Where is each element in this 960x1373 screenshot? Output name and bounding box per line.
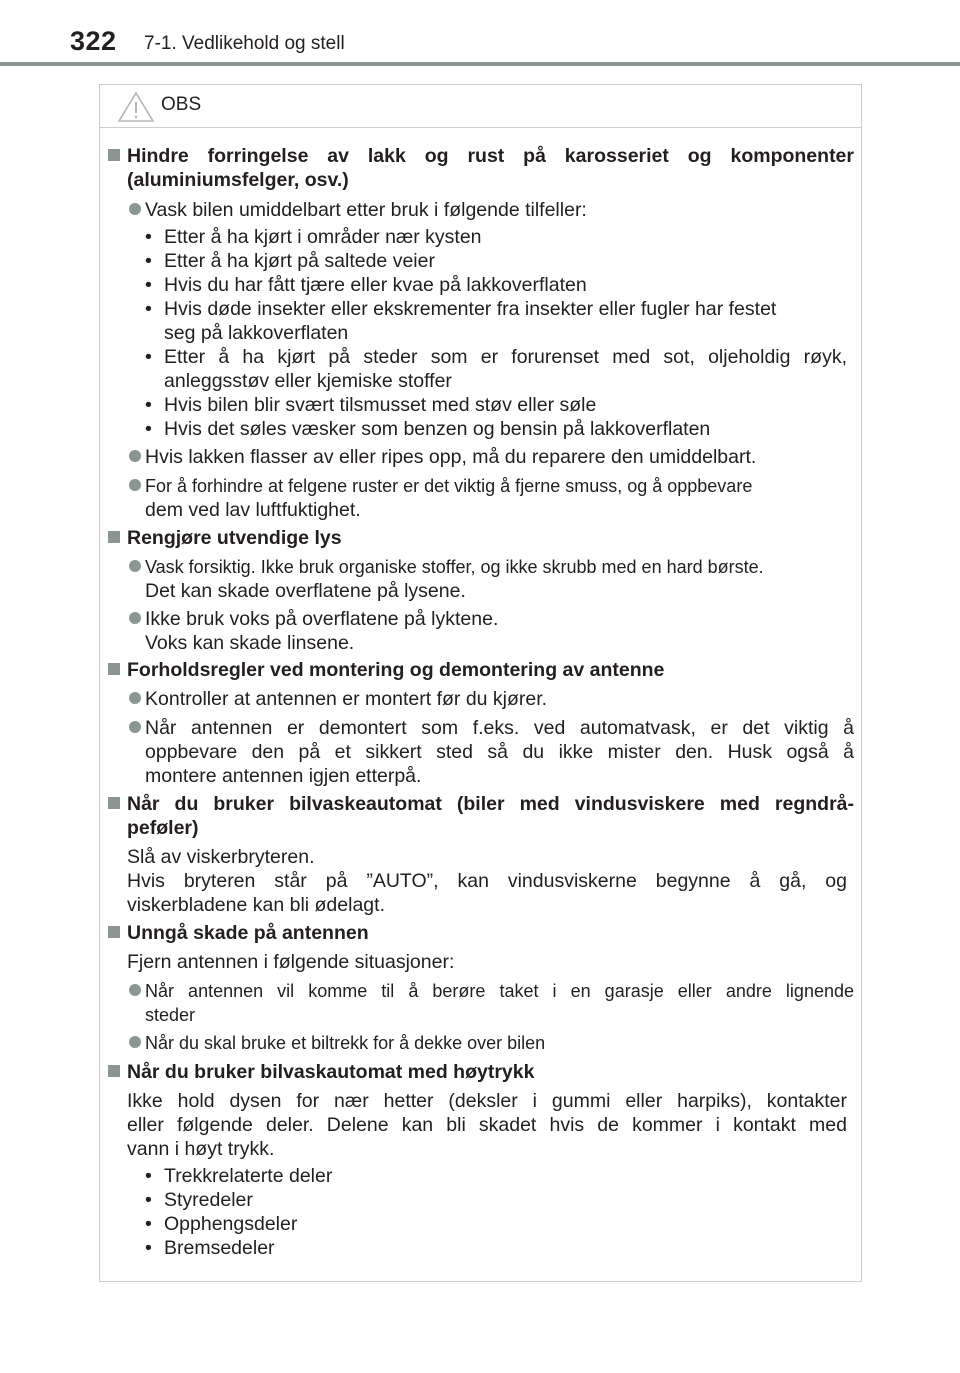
header-rule [0, 62, 960, 66]
paragraph-text: Ikke bruk voks på overflatene på lyktene. [145, 608, 499, 630]
page-header [0, 0, 960, 70]
section-title-rust-cont: (aluminiumsfelger, osv.) [127, 169, 349, 191]
caution-label: OBS [161, 94, 202, 115]
paragraph-marker [129, 984, 141, 996]
section-title-antenna: Forholdsregler ved montering og demontering av antenne [127, 659, 665, 681]
paragraph-marker [129, 721, 141, 733]
paragraph-marker [129, 1036, 141, 1048]
list-item: Hvis døde insekter eller ekskrementer fra insekter eller fugler har festet [164, 298, 777, 320]
list-item: Etter å ha kjørt i områder nær kysten [164, 226, 482, 248]
section-title-antenna-damage: Unngå skade på antennen [127, 922, 369, 944]
section-marker [108, 531, 120, 543]
bullet: • [145, 1165, 152, 1187]
bullet: • [145, 394, 152, 416]
section-title-highpressure: Når du bruker bilvaskautomat med høytrykk [127, 1061, 535, 1083]
paragraph-text-cont: Det kan skade overflatene på lysene. [145, 580, 466, 602]
paragraph-marker [129, 560, 141, 572]
bullet: • [145, 1189, 152, 1211]
paragraph-text-cont: eller følgende deler. Delene kan bli skadet hvis de kommer i kontakt med [127, 1114, 847, 1136]
paragraph-text-cont: vann i høyt trykk. [127, 1138, 275, 1160]
bullet: • [145, 274, 152, 296]
warning-triangle-icon [117, 91, 155, 123]
paragraph-marker [129, 692, 141, 704]
paragraph-text-cont: oppbevare den på et sikkert sted så du ikke mister den. Husk også å [145, 741, 854, 763]
list-item: Opphengsdeler [164, 1213, 298, 1235]
section-marker [108, 797, 120, 809]
section-marker [108, 149, 120, 161]
section-marker [108, 663, 120, 675]
paragraph-text-cont: dem ved lav luftfuktighet. [145, 499, 361, 521]
paragraph-marker [129, 203, 141, 215]
bullet: • [145, 1237, 152, 1259]
list-item: Etter å ha kjørt på steder som er forurenset med sot, oljeholdig røyk, [164, 346, 847, 368]
paragraph-text: Når antennen vil komme til å berøre taket i en garasje eller andre lignende [145, 981, 854, 1001]
list-item: Hvis det søles væsker som benzen og bensin på lakkoverflaten [164, 418, 711, 440]
bullet: • [145, 418, 152, 440]
paragraph-text: Fjern antennen i følgende situasjoner: [127, 951, 455, 973]
list-item: Bremsedeler [164, 1237, 275, 1259]
section-title-carwash-cont: peføler) [127, 817, 199, 839]
page-number: 322 [70, 26, 117, 56]
section-marker [108, 1065, 120, 1077]
paragraph-text: Når du skal bruke et biltrekk for å dekke over bilen [145, 1033, 546, 1053]
section-marker [108, 926, 120, 938]
paragraph-text: Vask forsiktig. Ikke bruk organiske stoffer, og ikke skrubb med en hard børste. [145, 557, 764, 577]
paragraph-text: Hvis lakken flasser av eller ripes opp, må du reparere den umiddelbart. [145, 446, 757, 468]
section-title-rust: Hindre forringelse av lakk og rust på karosseriet og komponenter [127, 145, 854, 167]
section-title: 7-1. Vedlikehold og stell [144, 33, 345, 54]
bullet: • [145, 298, 152, 320]
section-title-carwash: Når du bruker bilvaskeautomat (biler med vindusviskere med regndrå- [127, 793, 854, 815]
paragraph-text: Vask bilen umiddelbart etter bruk i følgende tilfeller: [145, 199, 587, 221]
paragraph-text-cont: viskerbladene kan bli ødelagt. [127, 894, 385, 916]
paragraph-text: Slå av viskerbryteren. [127, 846, 315, 868]
list-item: Trekkrelaterte deler [164, 1165, 333, 1187]
paragraph-marker [129, 479, 141, 491]
paragraph-text-cont: montere antennen igjen etterpå. [145, 765, 422, 787]
bullet: • [145, 226, 152, 248]
section-title-lights: Rengjøre utvendige lys [127, 527, 342, 549]
paragraph-marker [129, 450, 141, 462]
paragraph-text-cont: steder [145, 1005, 196, 1025]
paragraph-text: Ikke hold dysen for nær hetter (deksler i gummi eller harpiks), kontakter [127, 1090, 847, 1112]
paragraph-text: For å forhindre at felgene ruster er det viktig å fjerne smuss, og å oppbevare [145, 476, 753, 496]
list-item: Hvis du har fått tjære eller kvae på lakkoverflaten [164, 274, 587, 296]
bullet: • [145, 1213, 152, 1235]
list-item-cont: anleggsstøv eller kjemiske stoffer [164, 370, 452, 392]
paragraph-text: Kontroller at antennen er montert før du kjører. [145, 688, 548, 710]
caution-header [100, 85, 861, 128]
list-item-cont: seg på lakkoverflaten [164, 322, 349, 344]
paragraph-text-cont: Voks kan skade linsene. [145, 632, 355, 654]
paragraph-text: Hvis bryteren står på ”AUTO”, kan vindusviskerne begynne å gå, og [127, 870, 847, 892]
bullet: • [145, 250, 152, 272]
list-item: Styredeler [164, 1189, 253, 1211]
paragraph-text: Når antennen er demontert som f.eks. ved automatvask, er det viktig å [145, 717, 854, 739]
list-item: Hvis bilen blir svært tilsmusset med støv eller søle [164, 394, 597, 416]
bullet: • [145, 346, 152, 368]
list-item: Etter å ha kjørt på saltede veier [164, 250, 435, 272]
paragraph-marker [129, 612, 141, 624]
